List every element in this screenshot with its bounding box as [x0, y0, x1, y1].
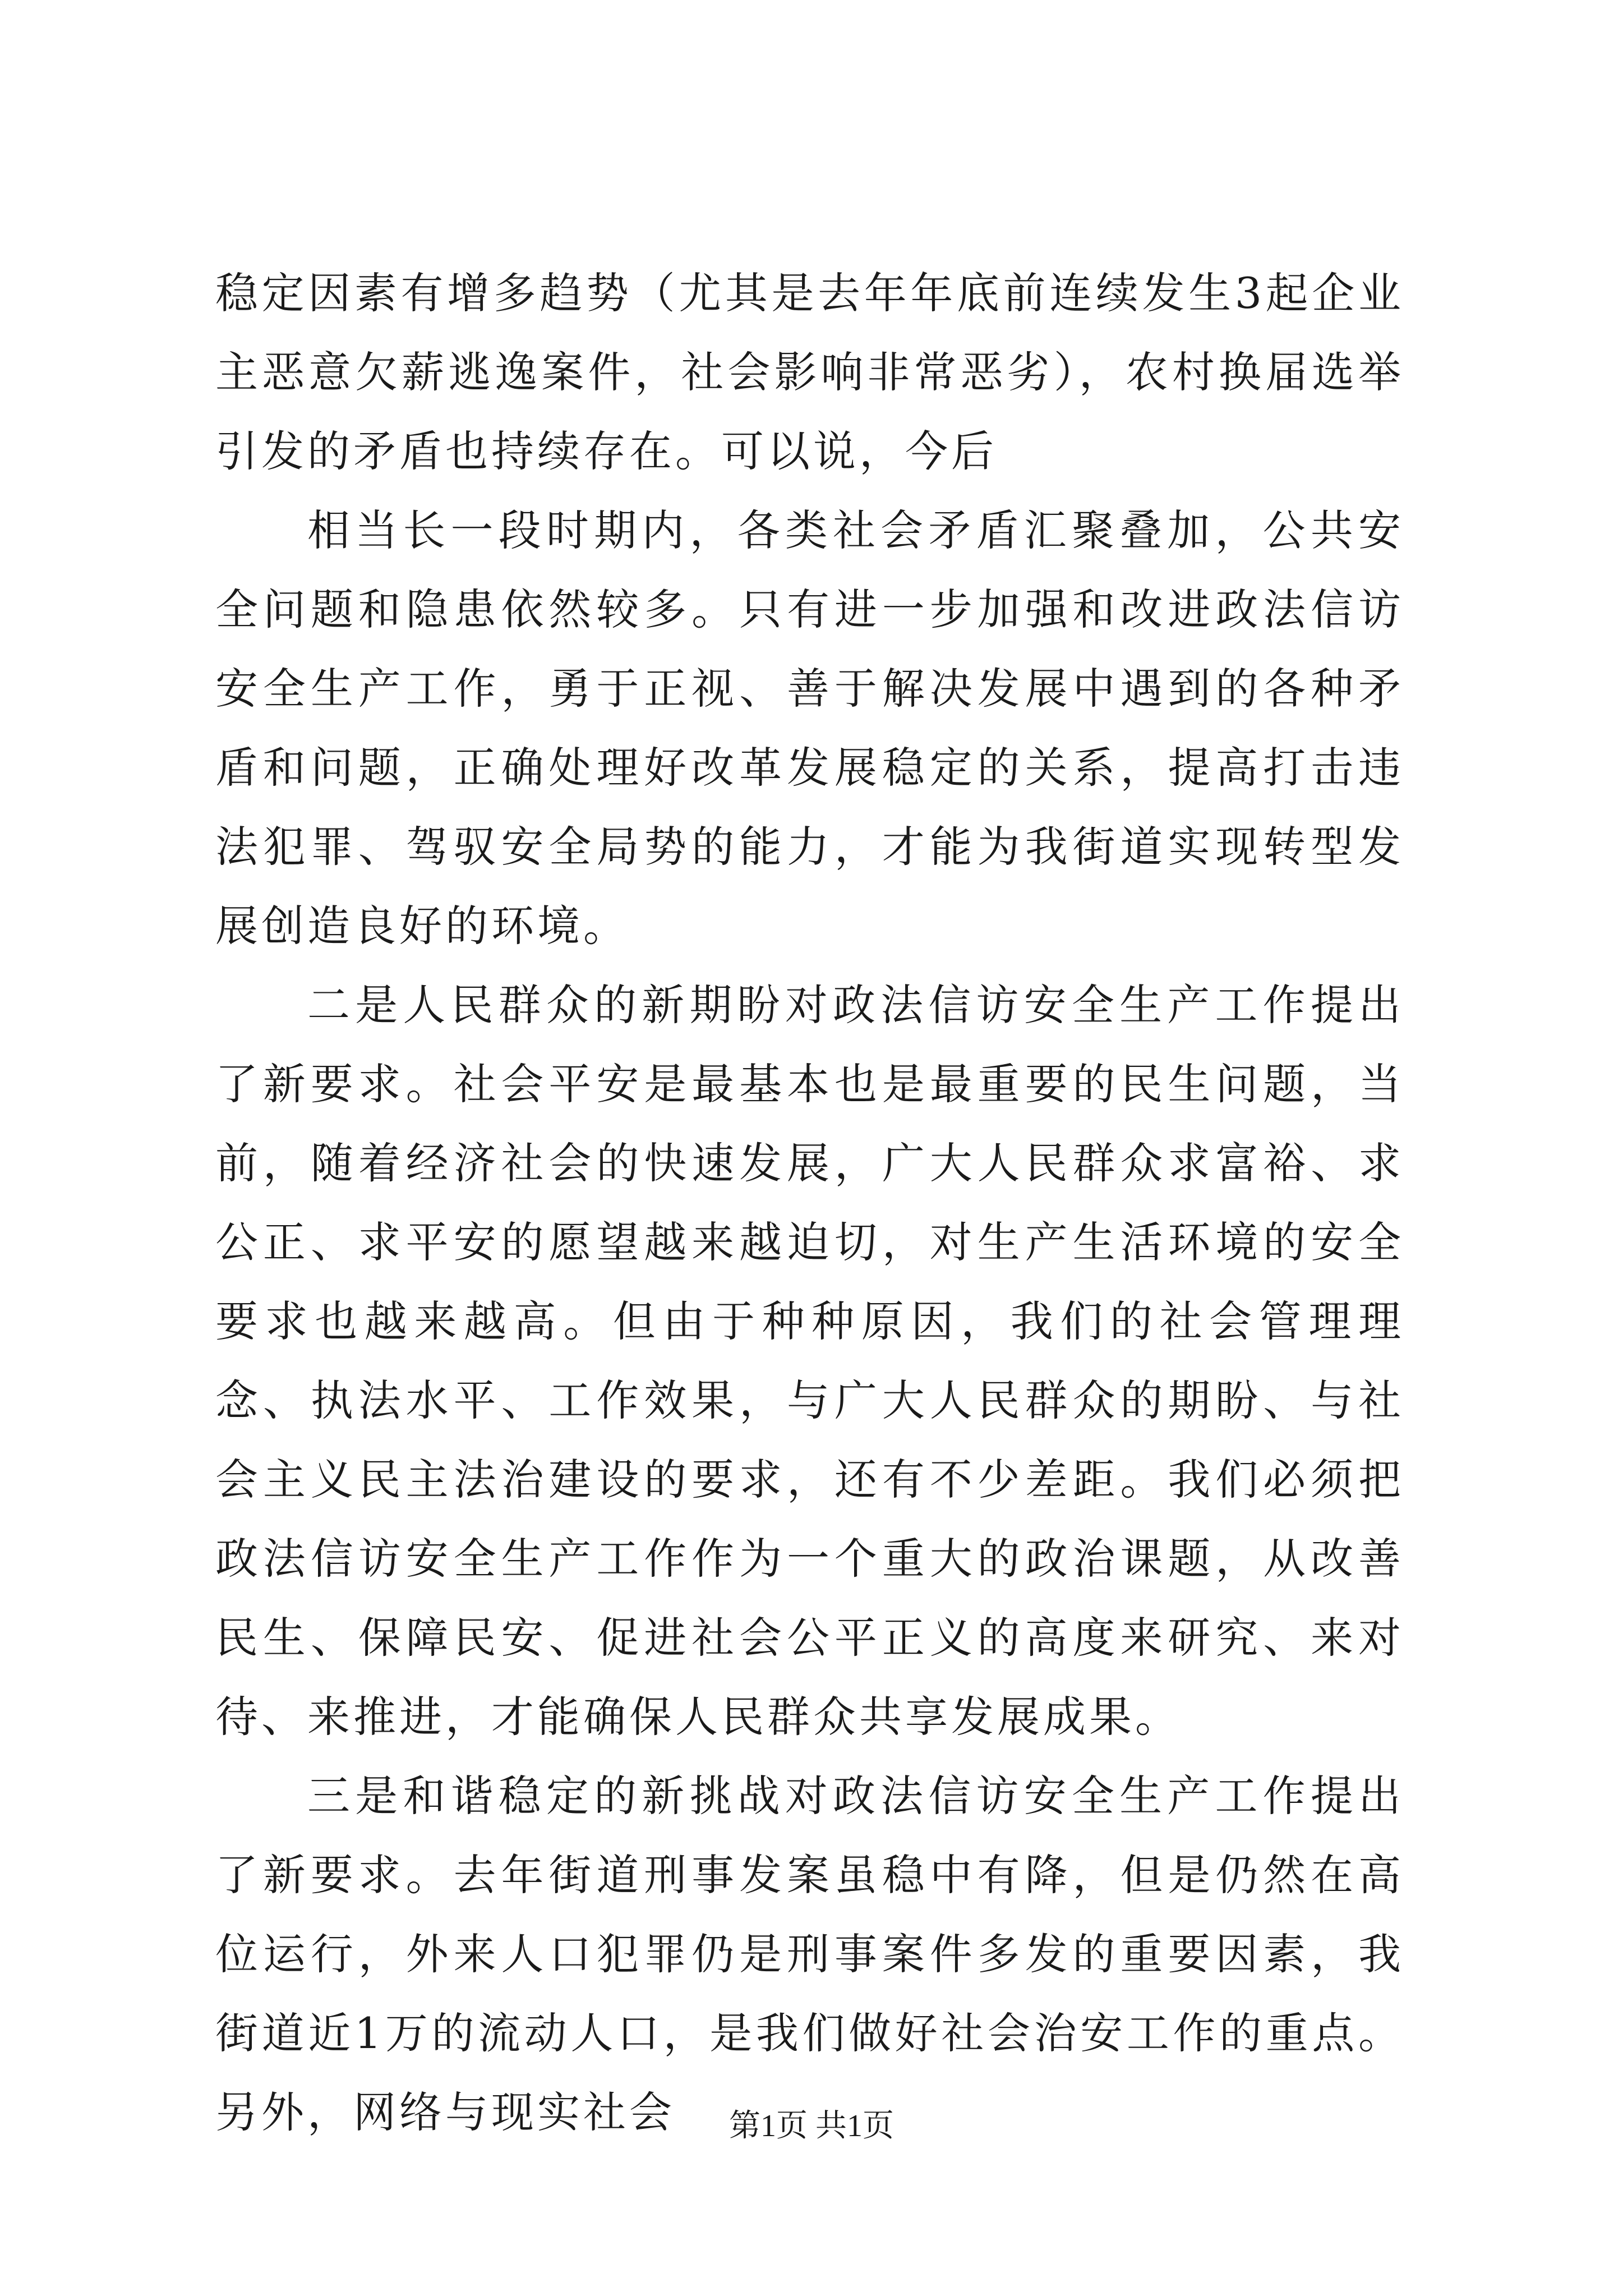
- document-body: [215, 254, 1404, 2152]
- paragraph-4: 三是和谐稳定的新挑战对政法信访安全生产工作提出了新要求。去年街道刑事发案虽稳中有降，但是仍然在高位运行，外来人口犯罪仍是刑事案件多发的重要因素，我街道近1万的流动人口，是我们做好社会治安工作的重点。另外，网络与现实社会: [215, 1771, 1404, 2137]
- page-number-footer: 第1页 共1页: [729, 2109, 894, 2143]
- paragraph-2: 相当长一段时期内，各类社会矛盾汇聚叠加，公共安全问题和隐患依然较多。只有进一步加强和改进政法信访安全生产工作，勇于正视、善于解决发展中遇到的各种矛盾和问题，正确处理好改革发展稳定的关系，提高打击违法犯罪、驾驭安全局势的能力，才能为我街道实现转型发展创造良好的环境。: [215, 505, 1404, 951]
- paragraph-3: 二是人民群众的新期盼对政法信访安全生产工作提出了新要求。社会平安是最基本也是最重要的民生问题，当前，随着经济社会的快速发展，广大人民群众求富裕、求公正、求平安的愿望越来越迫切，对生产生活环境的安全要求也越来越高。但由于种种原因，我们的社会管理理念、执法水平、工作效果，与广大人民群众的期盼、与社会主义民主法治建设的要求，还有不少差距。我们必须把政法信访安全生产工作作为一个重大的政治课题，从改善民生、保障民安、促进社会公平正义的高度来研究、来对待、来推进，才能确保人民群众共享发展成果。: [215, 980, 1404, 1742]
- paragraph-1: 稳定因素有增多趋势（尤其是去年年底前连续发生3起企业主恶意欠薪逃逸案件，社会影响非常恶劣），农村换届选举引发的矛盾也持续存在。可以说，今后: [215, 268, 1404, 476]
